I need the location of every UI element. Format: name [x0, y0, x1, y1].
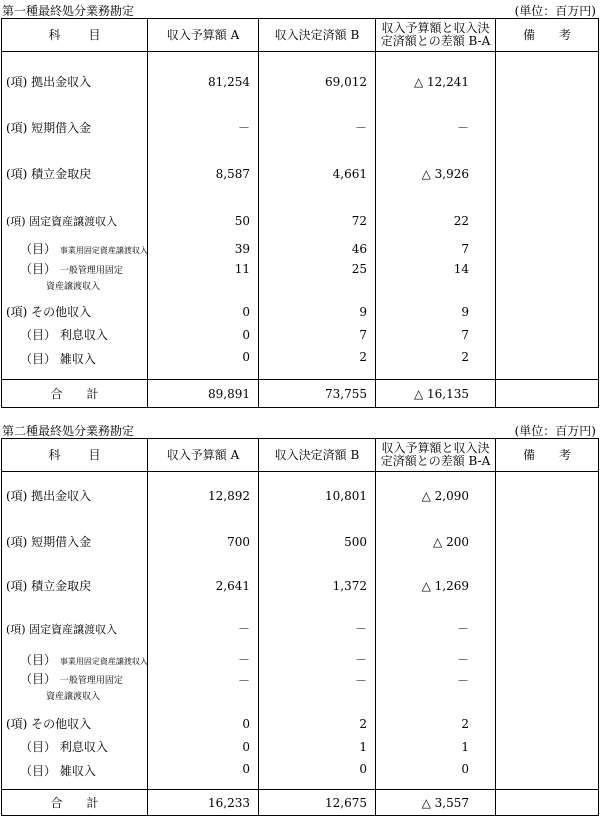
- table-row: （目） 事業用固定資産譲渡収入 39 46 7: [2, 238, 599, 260]
- header-remarks: 備考: [496, 439, 599, 472]
- row-label: (項) 短期借入金: [2, 520, 148, 564]
- header-decided-b: 収入決定済額 B: [259, 19, 376, 52]
- row-label: （目） 雑収入: [2, 346, 148, 380]
- table-row: (項) その他収入 0 9 9: [2, 300, 599, 324]
- header-remarks: 備考: [496, 19, 599, 52]
- row-label: (項) 固定資産譲渡収入: [2, 204, 148, 238]
- header-decided-b: 収入決定済額 B: [259, 439, 376, 472]
- row-label: （目） 利息収入: [2, 736, 148, 758]
- row-label: (項) 積立金取戻: [2, 564, 148, 608]
- row-label: (項) その他収入: [2, 712, 148, 736]
- row-label: （目） 利息収入: [2, 324, 148, 346]
- header-subject: 科目: [2, 439, 148, 472]
- table-row: (項) 短期借入金 － － －: [2, 112, 599, 144]
- table-row: （目） 一般管理用固定 資産譲渡収入 － － －: [2, 670, 599, 712]
- budget-table: [1, 18, 599, 408]
- unit-label: (単位：百万円): [514, 4, 596, 18]
- table-row: (項) 拠出金収入 81,254 69,012 △ 12,241: [2, 52, 599, 112]
- section-title: 第一種最終処分業務勘定: [2, 4, 135, 18]
- total-row: 合計 16,233 12,675 △ 3,557: [2, 790, 599, 816]
- row-label: (項) 固定資産譲渡収入: [2, 608, 148, 650]
- header-subject: 科目: [2, 19, 148, 52]
- table-row: （目） 利息収入 0 1 1: [2, 736, 599, 758]
- row-label: (項) 短期借入金: [2, 112, 148, 144]
- table-row: (項) その他収入 0 2 2: [2, 712, 599, 736]
- table-row: (項) 拠出金収入 12,892 10,801 △ 2,090: [2, 472, 599, 520]
- row-label: （目） 一般管理用固定 資産譲渡収入: [2, 670, 148, 712]
- unit-label: (単位：百万円): [514, 424, 596, 438]
- row-label: (項) 拠出金収入: [2, 472, 148, 520]
- section-2: [0, 420, 600, 816]
- header-difference: 収入予算額と収入決 定済額との差額 B-A: [376, 439, 496, 472]
- row-label: （目） 事業用固定資産譲渡収入: [2, 650, 148, 670]
- section-title: 第二種最終処分業務勘定: [2, 424, 135, 438]
- section-1: [0, 0, 600, 408]
- header-budget-a: 収入予算額 A: [148, 439, 259, 472]
- table-row: （目） 事業用固定資産譲渡収入 － － －: [2, 650, 599, 670]
- row-label: （目） 雑収入: [2, 758, 148, 790]
- row-label: （目） 事業用固定資産譲渡収入: [2, 238, 148, 260]
- row-label: (項) 積立金取戻: [2, 144, 148, 204]
- header-difference: 収入予算額と収入決 定済額との差額 B-A: [376, 19, 496, 52]
- budget-table: [1, 438, 599, 816]
- table-row: (項) 固定資産譲渡収入 － － －: [2, 608, 599, 650]
- row-label: (項) その他収入: [2, 300, 148, 324]
- header-budget-a: 収入予算額 A: [148, 19, 259, 52]
- table-row: （目） 利息収入 0 7 7: [2, 324, 599, 346]
- table-row: （目） 一般管理用固定 資産譲渡収入 11 25 14: [2, 260, 599, 300]
- table-row: (項) 固定資産譲渡収入 50 72 22: [2, 204, 599, 238]
- total-row: 合計 89,891 73,755 △ 16,135: [2, 380, 599, 408]
- table-row: (項) 積立金取戻 8,587 4,661 △ 3,926: [2, 144, 599, 204]
- table-row: (項) 積立金取戻 2,641 1,372 △ 1,269: [2, 564, 599, 608]
- table-row: （目） 雑収入 0 2 2: [2, 346, 599, 380]
- table-row: （目） 雑収入 0 0 0: [2, 758, 599, 790]
- row-label: (項) 拠出金収入: [2, 52, 148, 112]
- row-label: （目） 一般管理用固定 資産譲渡収入: [2, 260, 148, 300]
- table-row: (項) 短期借入金 700 500 △ 200: [2, 520, 599, 564]
- total-label: 合計: [2, 380, 148, 408]
- total-label: 合計: [2, 790, 148, 816]
